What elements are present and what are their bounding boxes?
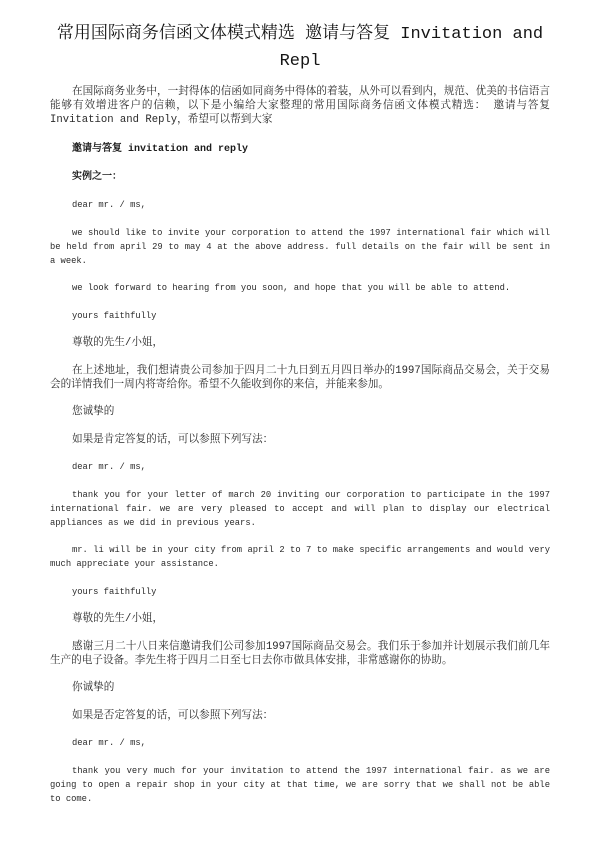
- acceptance-salutation-en: dear mr. / ms,: [72, 462, 146, 472]
- declination-intro: 如果是否定答复的话，可以参照下列写法：: [72, 709, 274, 722]
- invitation-body-en-paragraph: we should like to invite your corporation to attend the 1997 international fair which will be held from april 29 to may 4 at the above address. full details on the fair will be sent in a week.: [50, 227, 550, 266]
- acceptance-body-en-paragraph: thank you for your letter of march 20 inviting our corporation to participate in the 1997 international fair. we are very pleased to accept and will plan to display our electrical appliances as we did in previous years.: [50, 489, 550, 528]
- acceptance-intro: 如果是肯定答复的话，可以参照下列写法：: [72, 433, 274, 446]
- example-label: 实例之一：: [72, 171, 122, 183]
- section-heading: 邀请与答复 invitation and reply: [72, 144, 249, 155]
- document-title: 常用国际商务信函文体模式精选 邀请与答复 Invitation and Repl: [56, 25, 544, 71]
- acceptance-body-en-paragraph: mr. li will be in your city from april 2 to 7 to make specific arrangements and would very much appreciate your assistance.: [50, 545, 550, 569]
- acceptance-salutation-zh: 尊敬的先生/小姐，: [72, 613, 164, 625]
- invitation-closing-en: yours faithfully: [72, 310, 157, 321]
- acceptance-body-zh: 感谢三月二十八日来信邀请我们公司参加1997国际商品交易会。我们乐于参加并计划展示我们前几年生产的电子设备。李先生将于四月二日至七日去你市做具体安排，非常感谢你的协助。: [50, 640, 550, 667]
- intro-paragraph: 在国际商务业务中，一封得体的信函如同商务中得体的着装，从外可以看到内，规范、优美的书信语言能够有效增进客户的信赖，以下是小编给大家整理的常用国际商务信函文体模式精选： 邀请与答复 Invitation and Reply，希望可以帮到大家: [50, 86, 550, 126]
- invitation-body-en-paragraph: we look forward to hearing from you soon, and hope that you will be able to attend.: [72, 283, 511, 293]
- invitation-closing-zh: 您诚挚的: [72, 406, 115, 418]
- invitation-body-zh: 在上述地址，我们想请贵公司参加于四月二十九日到五月四日举办的1997国际商品交易会，关于交易会的详情我们一周内将寄给你。希望不久能收到你的来信，并能来参加。: [50, 364, 550, 391]
- declination-salutation-en: dear mr. / ms,: [72, 738, 146, 748]
- acceptance-closing-en: yours faithfully: [72, 586, 157, 597]
- invitation-salutation-en: dear mr. / ms,: [72, 200, 146, 210]
- acceptance-closing-zh: 你诚挚的: [72, 682, 115, 694]
- invitation-salutation-zh: 尊敬的先生/小姐，: [72, 337, 164, 349]
- declination-body-en-paragraph: thank you very much for your invitation to attend the 1997 international fair. as we are going to open a repair shop in your city at that time, we are sorry that we shall not be able to come.: [50, 765, 550, 804]
